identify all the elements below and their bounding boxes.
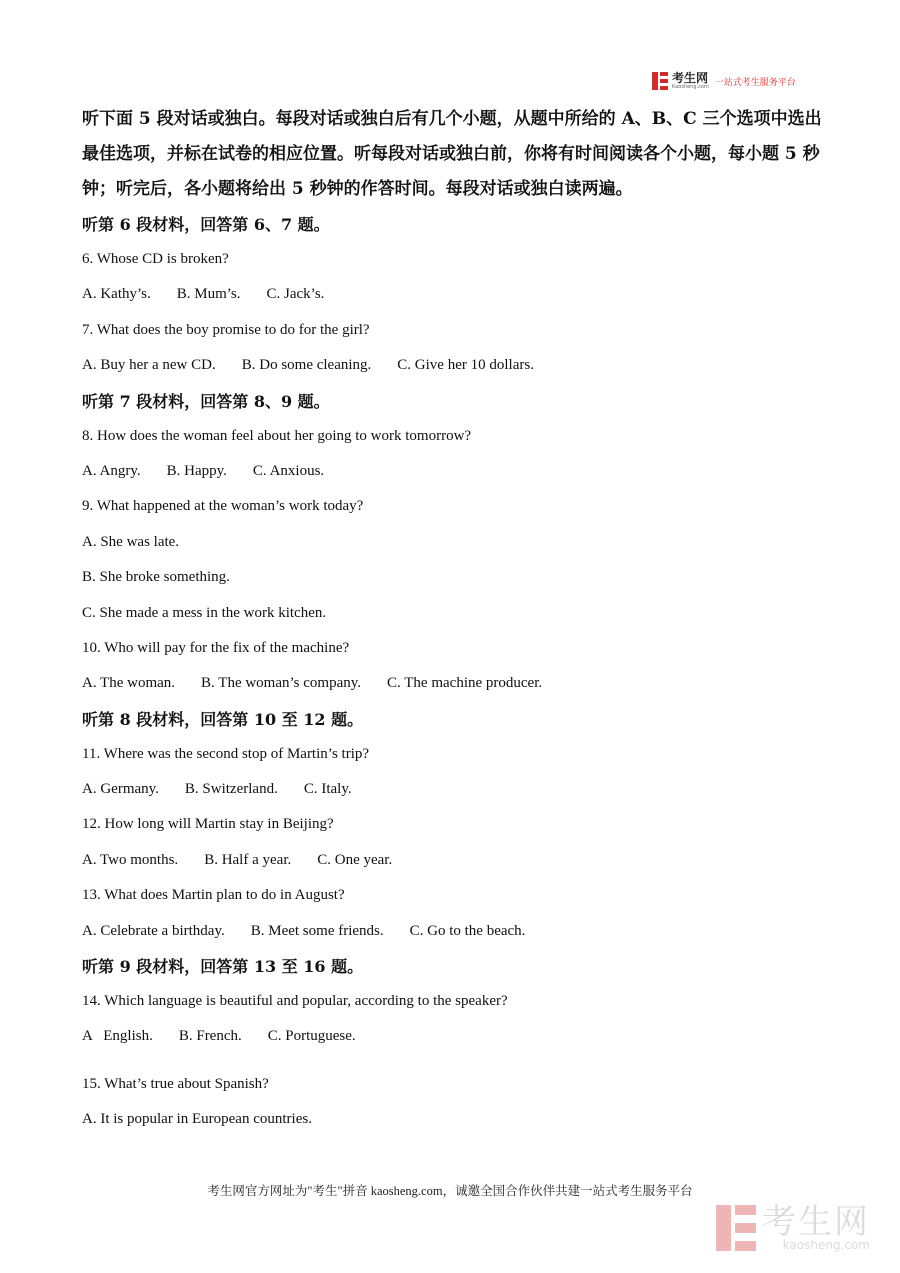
logo-cn: 考生网	[672, 71, 709, 85]
question-text: 13. What does Martin plan to do in August?	[82, 887, 345, 904]
header-logo	[652, 72, 796, 90]
answer-option: C. One year.	[317, 851, 393, 868]
question-text: 15. What’s true about Spanish?	[82, 1075, 269, 1092]
answer-option: C. Italy.	[303, 781, 352, 798]
options-row	[82, 914, 822, 949]
logo-slogan: 一站式考生服务平台	[714, 77, 796, 88]
answer-option: A. Celebrate a birthday.	[82, 922, 225, 939]
answer-option: B. Happy.	[166, 462, 227, 479]
logo-en: Kaosheng.com	[672, 84, 709, 90]
answer-option: C. The machine producer.	[387, 675, 543, 692]
options-row	[82, 666, 822, 701]
watermark-logo-icon	[716, 1205, 756, 1251]
answer-option: C. Jack’s.	[266, 286, 325, 303]
watermark-cn: 考生网	[762, 1202, 870, 1242]
answer-option: C. Go to the beach.	[409, 922, 526, 939]
question-text: 6. Whose CD is broken?	[82, 251, 229, 267]
options-row	[82, 348, 822, 383]
logo-name	[672, 72, 709, 90]
kaosheng-logo-icon	[652, 72, 668, 90]
options-row	[82, 772, 822, 807]
options-row	[82, 277, 822, 312]
answer-option: B. Do some cleaning.	[241, 357, 372, 374]
answer-option: A. Two months.	[82, 851, 179, 868]
answer-option: B. Half a year.	[204, 851, 292, 868]
question-text: 12. How long will Martin stay in Beijing?	[82, 816, 334, 833]
question-text: 8. How does the woman feel about her going to work tomorrow?	[82, 427, 472, 444]
answer-option: B. The woman’s company.	[201, 675, 362, 692]
answer-option: C. Portuguese.	[267, 1028, 356, 1045]
answer-option: A. Angry.	[82, 462, 141, 479]
section-heading: 听第 9 段材料，回答第 13 至 16 题。	[82, 957, 364, 977]
answer-option: C. Give her 10 dollars.	[397, 357, 534, 374]
options-row	[82, 1019, 822, 1054]
exam-content	[82, 102, 822, 1138]
answer-option: B. Meet some friends.	[250, 922, 384, 939]
answer-option: A. She was late.	[82, 533, 180, 550]
question-text: 9. What happened at the woman’s work today?	[82, 498, 364, 515]
options-row	[82, 843, 822, 878]
section-heading: 听第 7 段材料，回答第 8、9 题。	[82, 391, 330, 411]
section-heading: 听第 6 段材料，回答第 6、7 题。	[82, 215, 330, 234]
answer-option: A. Kathy’s.	[82, 286, 151, 303]
sections	[82, 207, 822, 1138]
answer-option: B. Mum’s.	[176, 286, 241, 303]
answer-option: B. French.	[178, 1028, 242, 1045]
watermark-en: kaosheng.com	[782, 1238, 870, 1252]
watermark	[716, 1202, 870, 1252]
section-heading: 听第 8 段材料，回答第 10 至 12 题。	[82, 709, 364, 729]
answer-option: C. She made a mess in the work kitchen.	[82, 604, 327, 621]
footer: 考生网官方网址为"考生"拼音 kaosheng.com，诚邀全国合作伙伴共建一站式考生服务平台	[207, 1184, 693, 1198]
answer-option: A. The woman.	[82, 675, 176, 692]
options-row	[82, 454, 822, 489]
spacer	[82, 1055, 822, 1067]
answer-option: A English.	[82, 1028, 153, 1045]
answer-option: A. It is popular in European countries.	[82, 1111, 312, 1128]
instructions: 听下面 5 段对话或独白。每段对话或独白后有几个小题，从题中所给的 A、B、C 三个选项中选出最佳选项，并标在试卷的相应位置。听每段对话或独白前，你将有时间阅读各个小题，每小题 5 秒钟；听完后，各小题将给出 5 秒钟的作答时间。每段对话或独白读两遍。	[82, 109, 822, 199]
answer-option: A. Germany.	[82, 781, 159, 798]
question-text: 10. Who will pay for the fix of the machine?	[82, 639, 350, 656]
watermark-text	[762, 1202, 870, 1252]
question-text: 14. Which language is beautiful and popular, according to the speaker?	[82, 993, 508, 1010]
answer-option: A. Buy her a new CD.	[82, 357, 216, 374]
answer-option: B. She broke something.	[82, 569, 230, 586]
question-text: 7. What does the boy promise to do for the girl?	[82, 321, 370, 338]
answer-option: C. Anxious.	[252, 462, 325, 479]
answer-option: B. Switzerland.	[184, 781, 278, 798]
question-text: 11. Where was the second stop of Martin’s trip?	[82, 745, 370, 762]
